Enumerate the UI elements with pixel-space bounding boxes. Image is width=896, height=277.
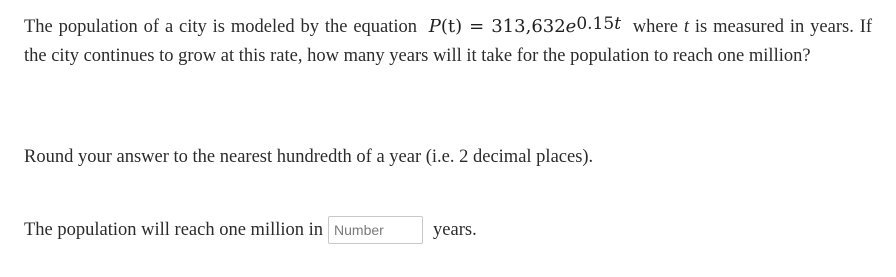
answer-number-input[interactable] — [328, 216, 423, 244]
equation-equals: = — [462, 16, 492, 37]
equation-function-name: P — [428, 16, 441, 37]
answer-row — [24, 214, 477, 246]
equation-base: e — [565, 16, 577, 37]
equation-coefficient: 313,632 — [491, 16, 566, 37]
population-equation — [429, 16, 621, 37]
answer-suffix: years. — [433, 219, 477, 240]
question-intro: The population of a city is modeled by the equation — [24, 17, 418, 37]
variable-t: t — [683, 17, 690, 37]
question-rest: is measured in years. If the city continues to grow at this rate, how many years will it take for the population to reach one million? — [24, 17, 873, 66]
equation-argument: (t) — [440, 16, 463, 37]
question-text — [24, 12, 872, 71]
question-where: where — [632, 17, 678, 37]
equation-exponent: 0.15t — [576, 14, 622, 34]
answer-prefix: The population will reach one million in — [24, 219, 324, 240]
rounding-instruction: Round your answer to the nearest hundredth of a year (i.e. 2 decimal places). — [24, 147, 594, 167]
